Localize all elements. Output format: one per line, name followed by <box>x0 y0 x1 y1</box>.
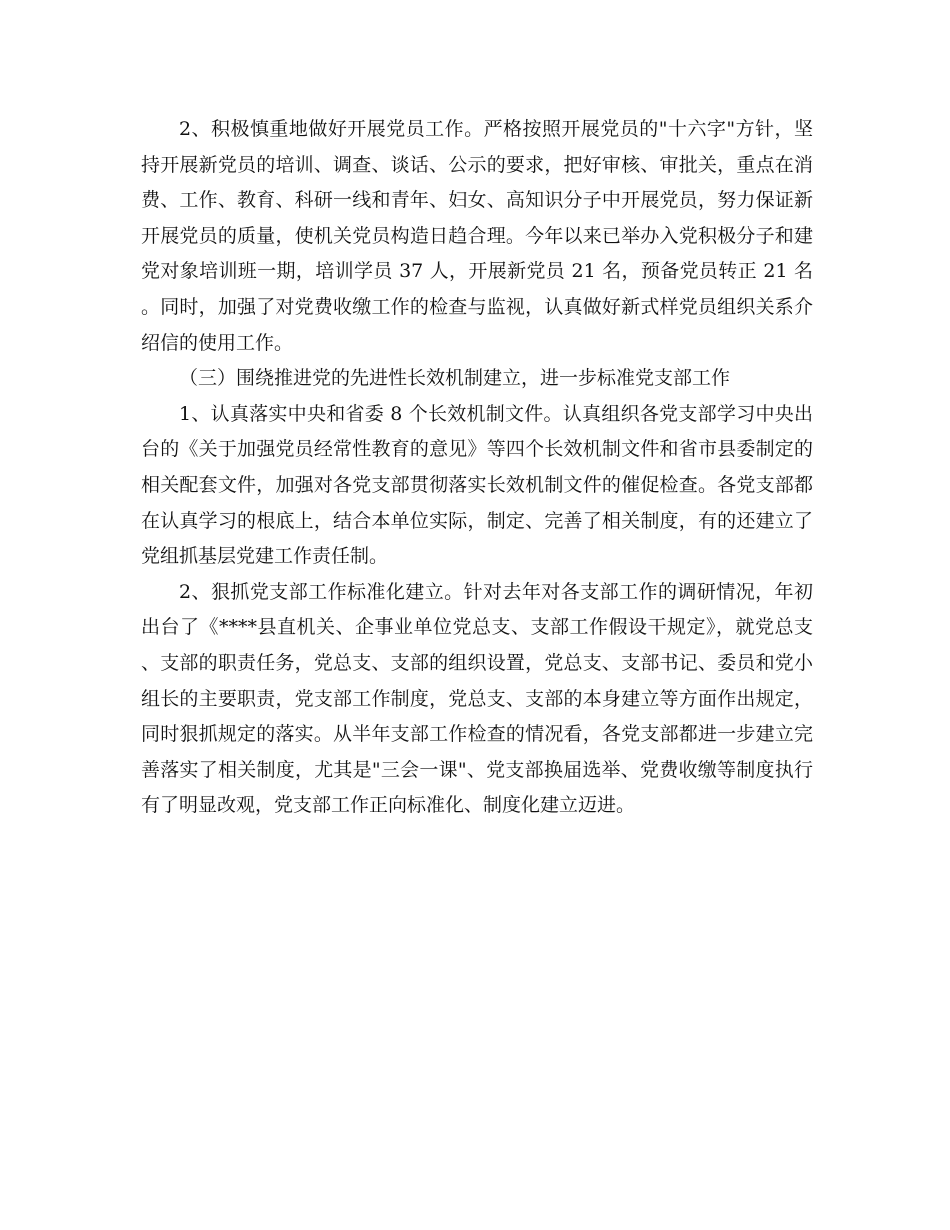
section-heading-three: （三）围绕推进党的先进性长效机制建立，进一步标准党支部工作 <box>179 367 731 390</box>
paragraph-branch-standardization: 2、狠抓党支部工作标准化建立。针对去年对各支部工作的调研情况，年初出台了《****县直机关、企事业单位党总支、支部工作假设干规定》，就党总支、支部的职责任务，党总支、支部的组织设置，党总支、支部书记、委员和党小组长的主要职责，党支部工作制度，党总支、支部的本身建立等方面作出规定，同时狠抓规定的落实。从半年支部工作检查的情况看，各党支部都进一步建立完善落实了相关制度，尤其是"三会一课"、党支部换届选举、党费收缴等制度执行有了明显改观，党支部工作正向标准化、制度化建立迈进。 <box>141 580 813 817</box>
paragraph-long-term-mechanism: 1、认真落实中央和省委 8 个长效机制文件。认真组织各党支部学习中央出台的《关于加强党员经常性教育的意见》等四个长效机制文件和省市县委制定的相关配套文件，加强对各党支部贯彻落实长效机制文件的催促检查。各党支部都在认真学习的根底上，结合本单位实际，制定、完善了相关制度，有的还建立了党组抓基层党建工作责任制。 <box>141 402 813 568</box>
paragraph-party-member-recruitment: 2、积极慎重地做好开展党员工作。严格按照开展党员的"十六字"方针，坚持开展新党员的培训、调查、谈话、公示的要求，把好审核、审批关，重点在消费、工作、教育、科研一线和青年、妇女、高知识分子中开展党员，努力保证新开展党员的质量，使机关党员构造日趋合理。今年以来已举办入党积极分子和建党对象培训班一期，培训学员 37 人，开展新党员 21 名，预备党员转正 21 名。同时，加强了对党费收缴工作的检查与监视，认真做好新式样党员组织关系介绍信的使用工作。 <box>141 118 813 354</box>
document-body <box>141 112 813 824</box>
